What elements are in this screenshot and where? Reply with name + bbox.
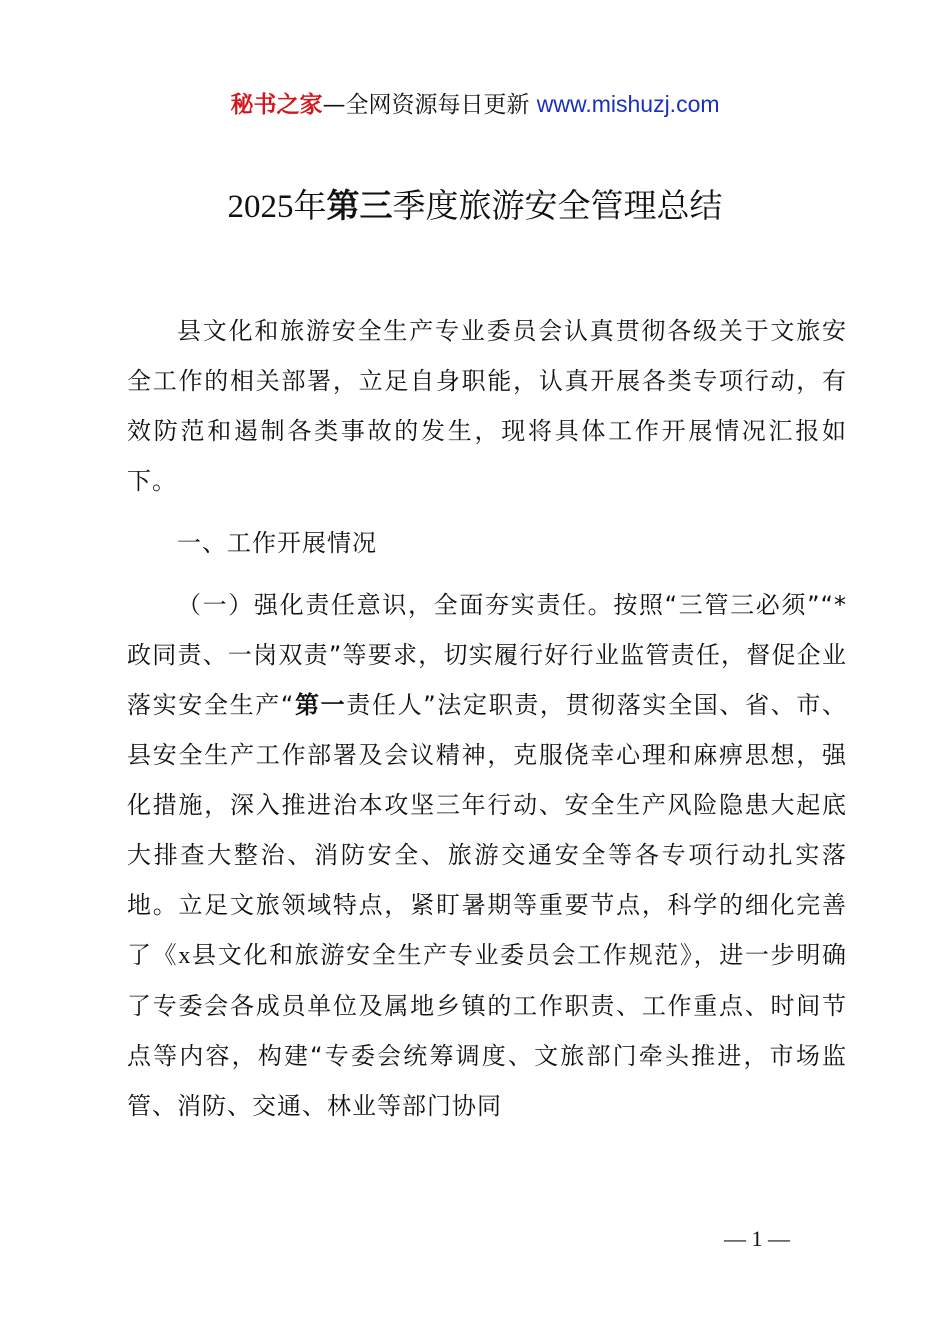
paragraph-text: （一）强化责任意识，全面夯实责任。按照“三管三必须”“*政同责、一岗双责”等要求，切实履行好行业监管责任，督促企业落实安全生产“ [127, 591, 847, 719]
paragraph-bold-text: 第一 [294, 691, 347, 719]
title-year: 2025 [227, 189, 294, 225]
title-year-suffix: 年 [293, 186, 327, 225]
title-quarter: 第三 [326, 186, 393, 225]
paragraph-text: 县文化和旅游安全生产专业委员会工作规范》，进一步明确了专委会各成员单位及属地乡镇的工作职责、工作重点、时间节点等内容，构建“专委会统筹调度、文旅部门牵头推进，市场监管、消防、交通、林业等部门协同 [127, 941, 848, 1120]
page-number: — 1 — [724, 1226, 790, 1251]
header-tagline: —全网资源每日更新 [322, 92, 530, 118]
intro-paragraph: 县文化和旅游安全生产专业委员会认真贯彻各级关于文旅安全工作的相关部署，立足自身职能，认真开展各类专项行动，有效防范和遏制各类事故的发生，现将具体工作开展情况汇报如下。 [127, 317, 847, 495]
paragraph-text: 责任人”法定职责，贯彻落实全国、省、市、县安全生产工作部署及会议精神，克服侥幸心理和麻痹思想，强化措施，深入推进治本攻坚三年行动、安全生产风险隐患大起底大排查大整治、消防安全、旅游交通安全等各专项行动扎实落地。立足文旅领域特点，紧盯暑期等重要节点，科学的细化完善了《 [127, 691, 848, 969]
document-title [0, 184, 950, 229]
site-url-link[interactable]: www.mishuzj.com [536, 91, 720, 117]
body-paragraph [127, 580, 847, 1131]
title-rest: 季度旅游安全管理总结 [392, 186, 723, 225]
brand-name: 秘书之家 [230, 92, 323, 118]
document-body [127, 306, 847, 1131]
paragraph-county-placeholder: x [178, 943, 192, 969]
section-heading: 一、工作开展情况 [177, 529, 377, 557]
site-header [0, 88, 950, 121]
